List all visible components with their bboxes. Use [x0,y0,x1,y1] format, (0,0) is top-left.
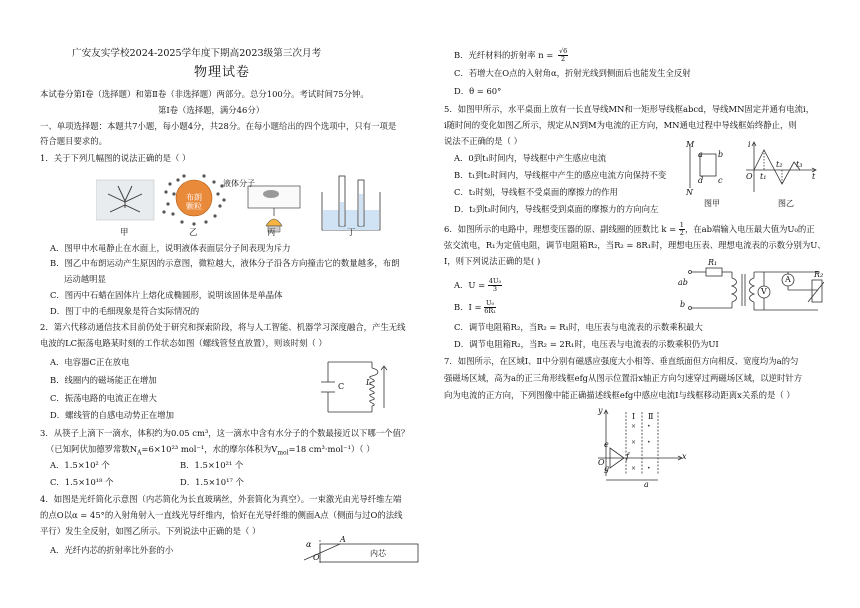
q4-b-denominator: 2 [561,55,566,63]
q6-option-b: B．I = $\frac{\text{U₀}}{\text{6R₁}}$ [454,299,496,315]
q6-b-denominator: 6R₁ [484,307,496,315]
q6-stem-line3: I，则下列说法正确的是( ) [444,256,541,266]
q6-a-numerator: 4U₀ [488,277,502,285]
svg-text:×: × [631,423,637,430]
q7-fig-region-2: Ⅱ [648,412,654,421]
q5-fig-a: a [698,150,703,159]
q5-fig-origin: O [746,172,753,181]
q3-stem-line2: （已知阿伏加德罗常数$N_A=6\times 10^{23}$ mol⁻¹，水的摩尔体积为$V_{mol}=18$ cm³·mol⁻¹）（ ） [46,444,375,457]
svg-text:×: × [631,439,637,446]
q6-fig-r2: R₂ [814,270,824,279]
q2-fig-capacitor-label: C [338,382,345,391]
q7-stem-line3: 向为电流的正方向，下列图像中能正确描述线框efg中感应电流I与线框移动距离x关系的是（ ） [444,390,795,400]
q3-option-c: C．1.5×10¹⁸ 个 [50,477,114,487]
paraffin-melt-diagram [248,186,300,232]
part-instruction-1: 一、单项选择题：本题共7小题，每小题4分，共28分。在每小题给出的四个选项中，只有一项是 [40,121,397,131]
q1-fig-particle-a: 布朗 [186,193,202,202]
q2-option-b: B．线圈内的磁场能正在增加 [50,375,157,385]
q5-stem-line2: i随时间的变化如图乙所示，规定从N到M为电流的正方向，MN通电过程中导线框始终静止，则 [444,120,797,130]
q4-fig-core-label: 内芯 [370,549,386,558]
q7-fig-axis-x: x [682,452,687,461]
q7-stem-line1: 7．如图所示，在区域Ⅰ、Ⅱ中分别有磁感应强度大小相等、垂直纸面但方向相反、宽度均为a的匀 [444,356,799,366]
section-title: 第Ⅰ卷（选择题，满分46分） [158,105,265,115]
q5-option-b: B．t₁到t₂时间内，导线框中产生的感应电流方向保持不变 [454,170,667,180]
part-instruction-2: 符合题目要求的。 [40,136,107,146]
q7-fig-vertex-f: f [626,452,629,461]
exam-intro: 本试卷分第Ⅰ卷（选择题）和第Ⅱ卷（非选择题）两部分。总分100分。考试时间75分钟。 [40,89,369,99]
q1-fig-particle-b: 颗粒 [186,202,202,211]
q2-fig-inductor-label: L [366,378,372,387]
exam-subject: 物理试卷 [194,65,251,80]
q5-option-c: C．t₂时刻，导线框不受桌面的摩擦力的作用 [454,187,618,197]
q7-fig-region-1: Ⅰ [632,412,636,421]
q6-fig-voltmeter: V [761,287,767,296]
q6-option-a: A．U = $\frac{\text{4U₀}}{3}$ [454,277,502,293]
svg-text:•: • [647,465,651,472]
q4-option-b: B．光纤材料的折射率 n = $\frac{√6}{2}$ [454,47,568,63]
q4-stem-line1: 4．如图是光纤简化示意图（内芯简化为长直玻璃丝，外套简化为真空）。一束激光由光导纤维左端 [40,494,402,504]
capillary-tubes-diagram [322,176,380,230]
q1-option-b-line2: 运动越明显 [64,274,106,284]
q7-fig-axis-y: y [598,406,603,415]
q5-option-a: A．0到t₁时间内，导线框中产生感应电流 [454,153,607,163]
q1-fig-liquid-molecule: 液体分子 [223,179,255,188]
q2-option-c: C．振荡电路的电流正在增大 [50,393,157,403]
q4-stem-line2: 的点O以α = 45°的入射角射入一直线光导纤维内，恰好在光导纤维的侧面A点（侧面与过O的法线 [40,510,403,520]
q6-option-d: D．调节电阻箱R₂，当R₂ = 2R₁时，电压表与电流表的示数乘积仍为UI [454,339,719,349]
q2-stem-line1: 2．第六代移动通信技术目前仍处于研究和探索阶段，将与人工智能、机器学习深度融合，产生无线 [40,322,406,332]
q6-b-numerator: U₀ [485,299,495,307]
q5-fig-c: c [718,176,723,185]
q1-stem: 1．关于下列几幅图的说法正确的是（ ） [40,153,191,163]
q1-option-d: D．图丁中的毛细现象是符合实际情况的 [50,306,200,316]
q5-fig-axis-i: i [748,140,751,149]
q4-option-c: C．若增大在O点的入射角α，折射光线到侧面后也能发生全反射 [454,68,691,78]
q2-stem-line2: 电波的LC振荡电路某时刻的工作状态如图（螺线管竖直放置），则该时刻（ ） [40,338,327,348]
q6-fig-terminal-b: b [680,300,686,309]
q1-option-c: C．图丙中石蜡在固体片上熔化成椭圆形，说明该固体是单晶体 [50,290,283,300]
svg-text:•: • [647,439,651,446]
q7-fig-origin: O [598,458,605,467]
q5-fig-t2: t₂ [776,160,783,169]
q5-fig-yi-label: 图乙 [778,199,794,208]
q6-a-denominator: 3 [492,285,498,293]
exam-title: 广安友实学校2024-2025学年度下期高2023级第三次月考 [72,48,322,59]
q6-stem-line2: 弦交流电，R₁为定值电阻，调节电阻箱R₂，当R₂ = 8R₁时，理想电压表、理想电流表的示数分别为U、 [444,240,826,250]
q2-option-d: D．螺线管的自感电动势正在增加 [50,410,174,420]
q6-k-denominator: 2 [679,229,684,237]
q5-fig-t3: t₃ [796,160,803,169]
q7-fig-vertex-e: e [604,440,609,449]
q5-fig-t1: t₁ [760,172,767,181]
q5-fig-m: M [686,140,695,149]
q1-label-jia: 甲 [120,227,129,237]
q1-label-bing: 丙 [267,227,276,237]
svg-text:•: • [647,423,651,430]
q5-option-d: D．t₂到t₃时间内，导线框受到桌面的摩擦力的方向向左 [454,204,659,214]
q6-option-c: C．调节电阻箱R₂，当R₂ = R₁时，电压表与电流表的示数乘积最大 [454,322,703,332]
q1-label-ding: 丁 [347,227,356,237]
q5-fig-axis-t: t [812,172,816,181]
q1-option-a: A．图甲中水黾静止在水面上，说明液体表面层分子间表现为斥力 [50,243,291,253]
q6-fig-r1: R₁ [708,258,718,267]
q5-fig-jia-label: 图甲 [704,199,720,208]
lc-circuit-diagram [318,356,398,418]
q4-stem-line3: 平行）发生全反射，如图乙所示。下列说法中正确的是（ ） [40,526,261,536]
svg-text:×: × [631,465,637,472]
q4-fig-alpha: α [306,540,312,549]
magnetic-field-regions-diagram [596,408,686,488]
q1-label-yi: 乙 [189,227,198,237]
q5-stem-line1: 5．如图甲所示，水平桌面上放有一长直导线MN和一矩形导线框abcd，导线MN固定并通有电流i， [444,104,815,114]
q4-fig-point-o: O [313,553,320,562]
q3-stem-line1: 3．从筷子上滴下一滴水，体积约为0.05 cm³，这一滴水中含有水分子的个数最接近以下哪一个值？ [40,428,410,438]
q3-option-d: D．1.5×10¹⁷ 个 [180,477,244,487]
q6-fig-terminal-ab: ab [678,278,688,287]
q5-fig-b: b [718,150,724,159]
q4-fig-point-a: A [340,535,346,544]
q2-option-a: A．电容器C正在放电 [50,357,130,367]
q1-option-b-line1: B．图乙中布朗运动产生原因的示意图，微粒越大，液体分子沿各方向撞击它的数量越多，布朗 [50,258,400,268]
q4-option-a: A．光纤内芯的折射率比外套的小 [50,545,174,555]
q7-fig-width-a: a [644,480,649,489]
q6-k-numerator: 1 [679,221,684,229]
transformer-circuit-diagram [684,262,824,320]
q7-stem-line2: 强磁场区域，高为a的正三角形线框efg从图示位置沿x轴正方向匀速穿过两磁场区域，以逆时针方 [444,373,803,383]
q3-option-b: B．1.5×10²¹ 个 [180,460,244,470]
q5-fig-n: N [686,188,693,197]
q3-option-a: A．1.5×10² 个 [50,460,110,470]
q6-stem-line1: 6．如图所示的电路中，理想变压器的原、副线圈的匝数比 k = $\frac{1}{2}$ ，在ab端输入电压最大值为U₀的正 [444,221,815,237]
q7-fig-vertex-g: g [604,464,610,473]
q6-fig-ammeter: A [785,275,791,284]
q5-fig-d: d [698,176,704,185]
q4-b-numerator: √6 [558,47,568,55]
q5-stem-line3: 说法不正确的是（ ） [444,136,523,146]
q4-option-d: D．θ = 60° [454,86,502,96]
